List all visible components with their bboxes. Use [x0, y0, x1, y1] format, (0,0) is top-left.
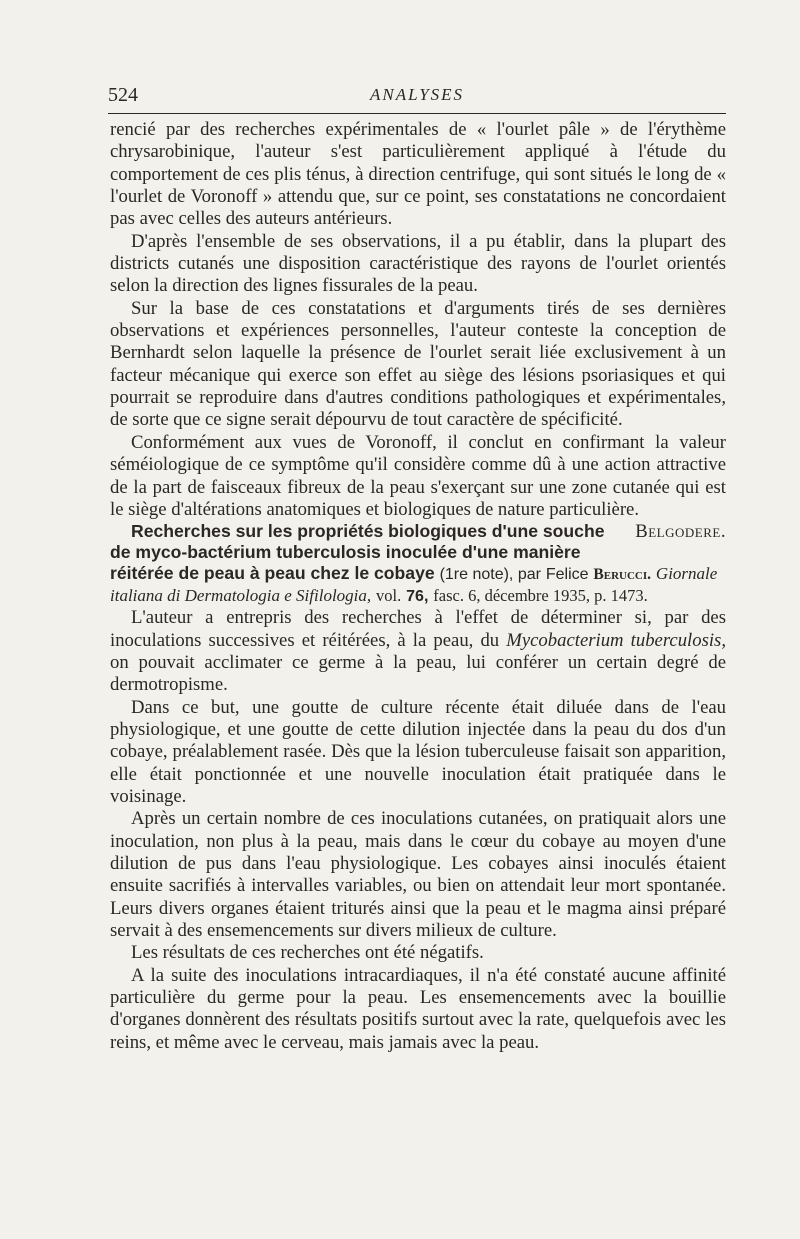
review2-paragraph-4: Les résultats de ces recherches ont été négatifs.: [131, 942, 484, 964]
review2-paragraph-1-b: on pouvait acclimater ce germe à la peau, lui conférer un certain degré de dermotropisme.: [110, 651, 726, 696]
running-header: [108, 84, 726, 108]
page-number: 524: [108, 84, 138, 106]
volume-number: 76,: [406, 588, 429, 606]
review1-paragraph-3: Sur la base de ces constatations et d'arguments tirés de ses dernières observations et expériences personnelles, l'auteur conteste la conception de Bernhardt selon laquelle la présence de l'ourlet serait liée exclusivement à un facteur mécanique qui exerce son effet au siège des lésions psoriasiques et qui pourrait se reproduire dans d'autres conditions pathologiques et expérimentales, de sorte que ce signe serait dépourvu de tout caractère de spécificité.: [110, 297, 726, 431]
species-name: Mycobacterium tuberculosis,: [506, 629, 727, 651]
article-note: (1re note), par: [439, 566, 541, 584]
header-rule: [108, 113, 726, 114]
author-last-name: Berucci.: [593, 566, 652, 584]
review1-paragraph-4-text: Conformément aux vues de Voronoff, il conclut en confirmant la valeur séméiologique de ce symptôme qu'il considère comme dû à une action attractive de la part de faisceaux fibreux de la peau s'exerçant sur une zone cutanée qui est le siège d'altérations anatomiques et biologiques de nature particulière.: [110, 431, 726, 520]
volume-label: vol.: [376, 586, 402, 606]
review1-signature: Belgodere.: [635, 521, 726, 543]
author-first-name: Felice: [545, 566, 589, 584]
article-title: Recherches sur les propriétés biologiques d'une souche de myco-bactérium tuberculosis inoculée d'une manière réitérée de peau à peau chez le cobaye: [110, 521, 605, 584]
review1-paragraph-1: rencié par des recherches expérimentales de « l'ourlet pâle » de l'érythème chrysarobinique, l'auteur s'est particulièrement appliqué à l'étude du comportement de ces plis ténus, à direction centrifuge, qui sont situés le long de « l'ourlet de Voronoff » attendu que, sur ce point, ses constatations ne concordaient pas avec celles des auteurs antérieurs.: [110, 119, 726, 230]
running-title: ANALYSES: [369, 85, 465, 104]
review2-paragraph-1-a: L'auteur a entrepris des recherches à l'effet de déterminer si, par des inoculations successives et réitérées, à la peau, du: [110, 607, 726, 651]
review2-paragraph-3: Après un certain nombre de ces inoculations cutanées, on pratiquait alors une inoculation, non plus à la peau, mais dans le cœur du cobaye au moyen d'une dilution de pus dans l'eau physiologique. Les cobayes ainsi inoculés étaient ensuite sacrifiés à intervalles variables, ou bien on attendait leur mort spontanée. Leurs divers organes étaient triturés ainsi que la peau et le magma ainsi préparé servait à des ensemencements sur divers milieux de culture.: [110, 808, 726, 941]
article-details: fasc. 6, décembre 1935, p. 1473.: [433, 586, 648, 606]
page-body: [110, 119, 726, 1054]
review2-paragraph-2: Dans ce but, une goutte de culture récente était diluée dans de l'eau physiologique, et une goutte de cette dilution injectée dans la peau du dos d'un cobaye, préalablement rasée. Dès que la lésion tuberculeuse faisait son apparition, elle était ponctionnée et une nouvelle inoculation était pratiquée dans le voisinage.: [110, 696, 726, 807]
review1-paragraph-2: D'après l'ensemble de ses observations, il a pu établir, dans la plupart des districts cutanés une disposition caractéristique des rayons de l'ourlet orientés selon la direction des lignes fissurales de la peau.: [110, 230, 726, 297]
review2-paragraph-5: A la suite des inoculations intracardiaques, il n'a été constaté aucune affinité particulière du germe pour la peau. Les ensemencements avec la bouillie d'organes donnèrent des résultats positifs surtout avec la rate, quelquefois avec les reins, et même avec le cerveau, mais jamais avec la peau.: [110, 964, 726, 1053]
review2-paragraph-1: [110, 607, 726, 696]
journal-name: Giornale italiana di Dermatologia e Sifilologia,: [110, 564, 718, 606]
review1-paragraph-4: [110, 431, 726, 543]
